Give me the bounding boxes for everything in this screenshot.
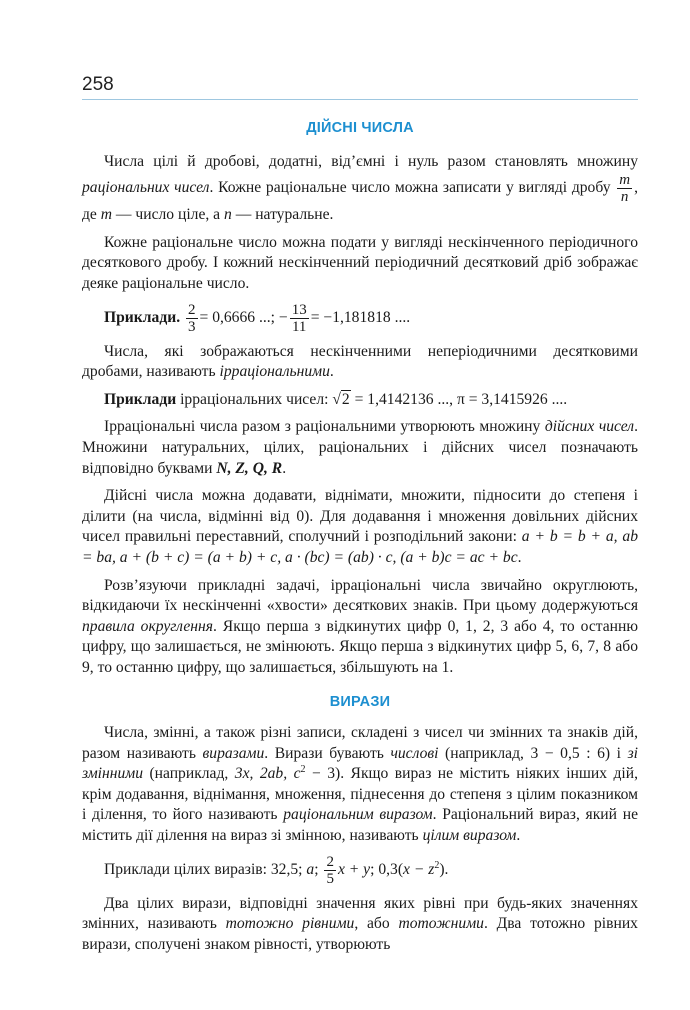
examples-whole-expressions: Приклади цілих виразів: 32,5; a; $\frac{2}{5}$ x + y; $0,3(x - z^2)$. [104,853,449,887]
paragraph-rational-numbers: Числа цілі й дробові, додатні, від’ємні і нуль разом становлять множину раціональних чисел. Кожне раціональне число можна записати у вигляді дробу $\frac{m}{n}$ , де m — число ціле, а n — натуральне. [82,152,638,224]
fraction-m-over-n: $\frac{m}{n}$ [619,172,631,206]
paragraph-identical-expressions: Два цілих вирази, відповідні значення яких рівні при будь-яких значеннях змінних, називають тотожно рівними, або тотожними. Два тотожно рівних вирази, сполучені знаком рівності, утворюють [82,894,638,953]
term-whole-expression: цілим виразом [422,827,517,845]
examples-rational: Приклади. $\frac{2}{3}$ = 0,6666 ...; − $\frac{13}{11}$ = −1,181818 .... [104,301,411,335]
paragraph-irrational-numbers: Числа, які зображаються нескінченними неперіодичними десятковими дробами, називають ірраціональними. [82,342,638,381]
fraction-2-over-5: $\frac{2}{5}$ [326,853,334,887]
page-number: 258 [82,74,114,95]
paragraph-real-numbers-sets: Ірраціональні числа разом з раціональними утворюють множину дійсних чисел. Множини натуральних, цілих, раціональних і дійсних чисел позначають відповідно буквами N, Z, Q, R. [82,418,639,477]
section-heading-real-numbers: ДІЙСНІ ЧИСЛА [306,120,414,136]
examples-irrational: Приклади ірраціональних чисел: √2 = 1,4142136 ..., π = 3,1415926 .... [82,390,638,411]
square-root-2: √2 [332,390,350,408]
term-rational-numbers: раціональних чисел [82,179,210,197]
paragraph-rounding: Розв’язуючи прикладні задачі, ірраціональні числа звичайно округлюють, відкидаючи їх нескінченні «хвости» десяткових знаків. При цьому додержуються правила округлення. Якщо перша з відкинутих цифр 0, 1, 2, 3 або 4, то останню цифру, що залишається, не змінюють. Якщо перша з відкинутих цифр 5, 6, 7, 8 або 9, то останню цифру, що залишається, збільшують на 1. [82,576,639,676]
examples-label: Приклади. [104,308,181,326]
fraction-13-over-11: $\frac{13}{11}$ [291,301,307,335]
fraction-2-over-3: $\frac{2}{3}$ [188,301,196,335]
term-rounding-rules: правила округлення [82,617,213,635]
page-body [82,113,638,955]
set-letters: N, Z, Q, R [216,459,283,477]
term-real-numbers: дійсних чисел [544,418,635,436]
header-rule [82,99,638,100]
paragraph-periodic-decimals: Кожне раціональне число можна подати у вигляді нескінченного періодичного десяткового дробу. І кожний нескінченний періодичний десятковий дріб зображає деяке раціональне число. [82,233,638,292]
paragraph-operations-laws: Дійсні числа можна додавати, віднімати, множити, підносити до степеня і ділити (на числа, відмінні від 0). Для додавання і множення довільних дійсних чисел правильні переставний, сполучний і розподільний закони: a + b = b + a, ab = ba, a + (b + c) = (a + b) + c, a · (bc) = (ab) · c, (a + b)c = ac + bc. [82,487,638,566]
laws-formulas: a + b = b + a, ab = ba, a + (b + c) = (a + b) + c, a · (bc) = (ab) · c, (a + b)c = ac + bc [82,528,638,566]
section-heading-expressions: ВИРАЗИ [329,694,391,711]
term-rational-expression: раціональним виразом [283,806,433,824]
term-irrational: ірраціональними [219,363,330,381]
paragraph-expressions: Числа, змінні, а також різні записи, складені з чисел чи змінних та знаків дій, разом називають виразами. Вирази бувають числові (наприклад, 3 − 0,5 : 6) і зі змінними (наприклад, 3x, 2ab, $c^2 - 3$). Якщо вираз не містить ніяких інших дій, крім додавання, віднімання, множення, піднесення до степеня з цілим показником і ділення, то його називають раціональним виразом. Раціональний вираз, який не містить дії ділення на вираз зі змінною, називають цілим виразом. [82,724,638,845]
